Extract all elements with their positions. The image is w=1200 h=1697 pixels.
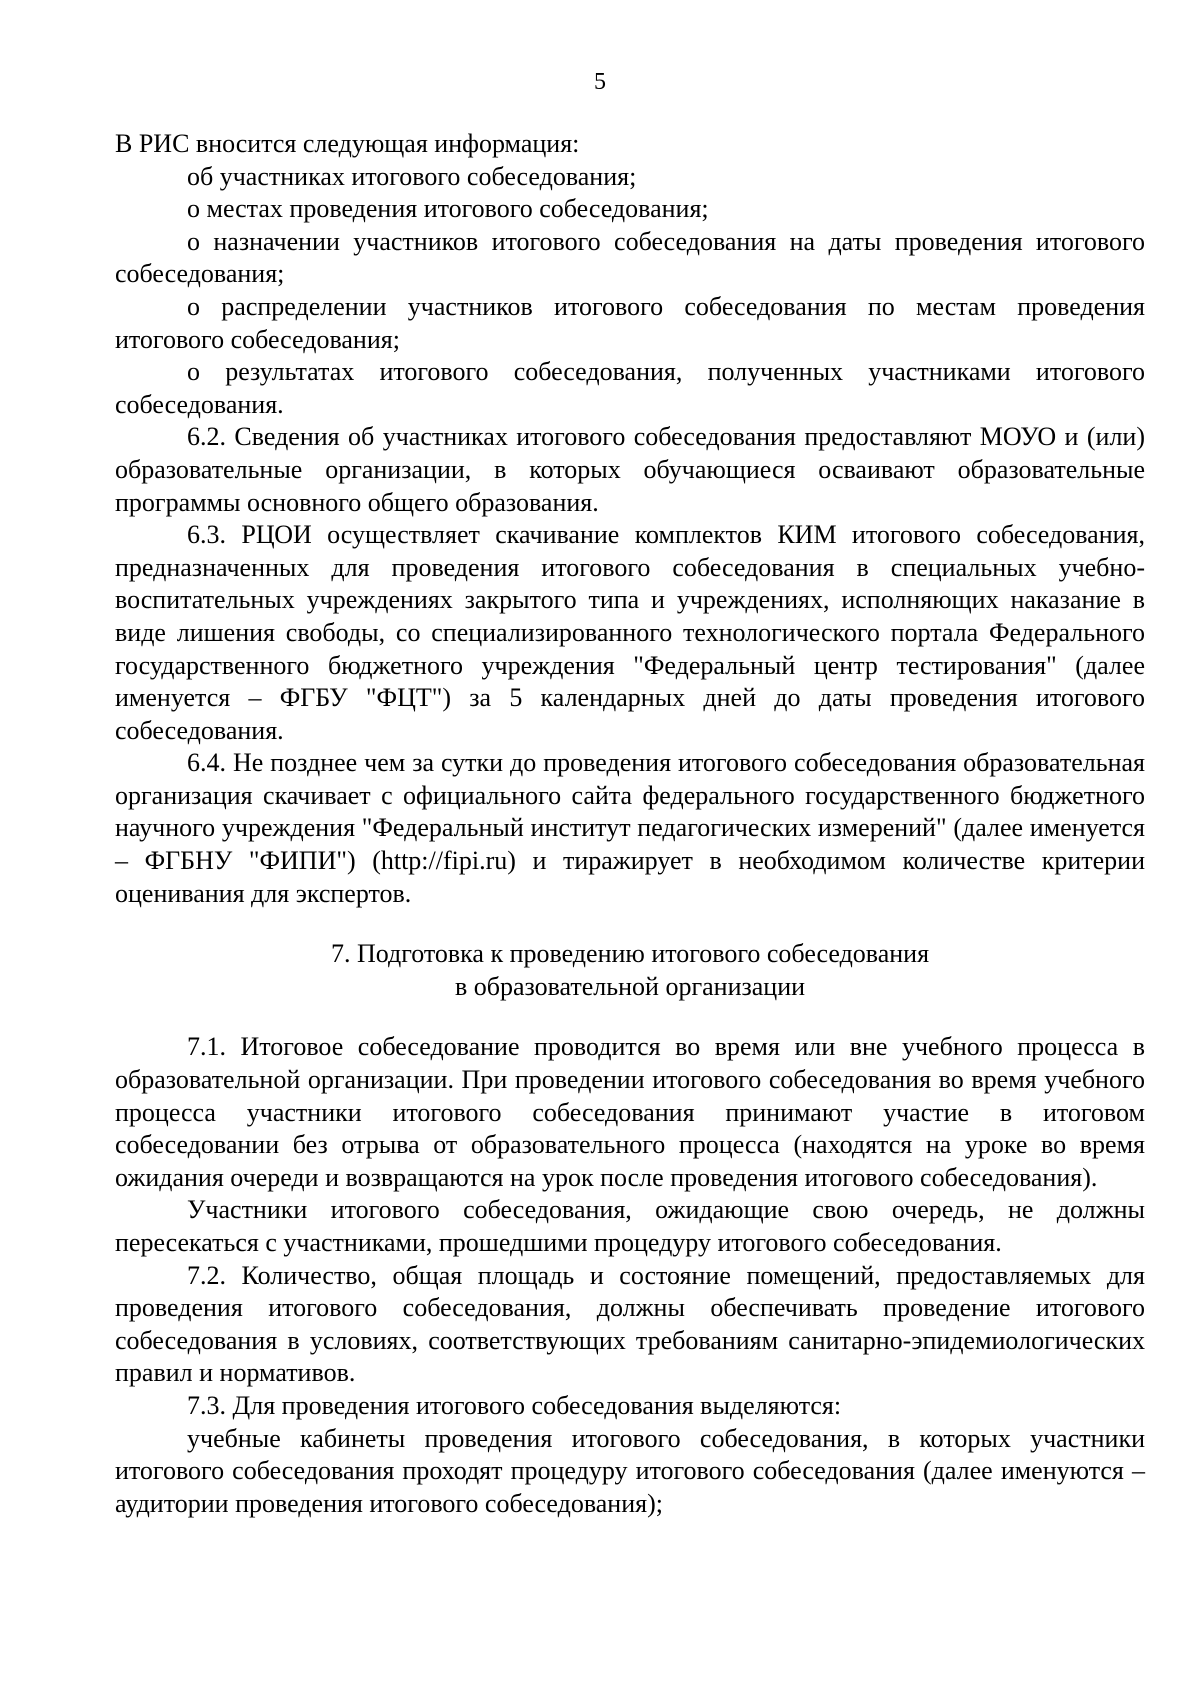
paragraph: 6.4. Не позднее чем за сутки до проведения итогового собеседования образовательная организация скачивает с официального сайта федерального государственного бюджетного научного учреждения "Федеральный институт педагогических измерений" (далее именуется – ФГБНУ "ФИПИ") (http://fipi.ru) и тиражирует в необходимом количестве критерии оценивания для экспертов. xyxy=(115,748,1145,908)
paragraphs-before-section xyxy=(115,128,1145,910)
paragraph: учебные кабинеты проведения итогового собеседования, в которых участники итогового собеседования проходят процедуру итогового собеседования (далее именуются – аудитории проведения итогового собеседования); xyxy=(115,1423,1145,1518)
section-heading-line-1: 7. Подготовка к проведению итогового собеседования xyxy=(330,939,930,969)
page-number: 5 xyxy=(594,69,606,95)
paragraph: В РИС вносится следующая информация: xyxy=(115,129,580,158)
paragraph: 7.1. Итоговое собеседование проводится во время или вне учебного процесса в образовательной организации. При проведении итогового собеседования во время учебного процесса участники итогового собеседования принимают участие в итоговом собеседовании без отрыва от образовательного процесса (находятся на уроке во время ожидания очереди и возвращаются на урок после проведения итогового собеседования). xyxy=(115,1032,1145,1192)
paragraph: об участниках итогового собеседования; xyxy=(187,161,637,191)
paragraphs-after-section xyxy=(115,1031,1145,1520)
paragraph: о местах проведения итогового собеседования; xyxy=(187,194,709,224)
paragraph: о назначении участников итогового собеседования на даты проведения итогового собеседования; xyxy=(115,226,1145,289)
section-heading xyxy=(115,938,1145,1003)
paragraph: о результатах итогового собеседования, полученных участниками итогового собеседования. xyxy=(115,357,1145,419)
section-heading-line-2: в образовательной организации xyxy=(454,971,806,1001)
paragraph: 6.3. РЦОИ осуществляет скачивание комплектов КИМ итогового собеседования, предназначенных для проведения итогового собеседования в специальных учебно-воспитательных учреждениях закрытого типа и учреждениях, исполняющих наказание в виде лишения свободы, со специализированного технологического портала Федерального государственного бюджетного учреждения "Федеральный центр тестирования" (далее именуется – ФГБУ "ФЦТ") за 5 календарных дней до даты проведения итогового собеседования. xyxy=(115,520,1145,745)
paragraph: 7.2. Количество, общая площадь и состояние помещений, предоставляемых для проведения итогового собеседования, должны обеспечивать проведение итогового собеседования в условиях, соответствующих требованиям санитарно-эпидемиологических правил и нормативов. xyxy=(115,1260,1145,1388)
paragraph: 7.3. Для проведения итогового собеседования выделяются: xyxy=(187,1390,842,1420)
document-body xyxy=(115,128,1145,1520)
paragraph: Участники итогового собеседования, ожидающие свою очередь, не должны пересекаться с участниками, прошедшими процедуру итогового собеседования. xyxy=(115,1195,1145,1257)
paragraph: о распределении участников итогового собеседования по местам проведения итогового собеседования; xyxy=(115,291,1145,354)
paragraph: 6.2. Сведения об участниках итогового собеседования предоставляют МОУО и (или) образовательные организации, в которых обучающиеся осваивают образовательные программы основного общего образования. xyxy=(115,422,1145,517)
